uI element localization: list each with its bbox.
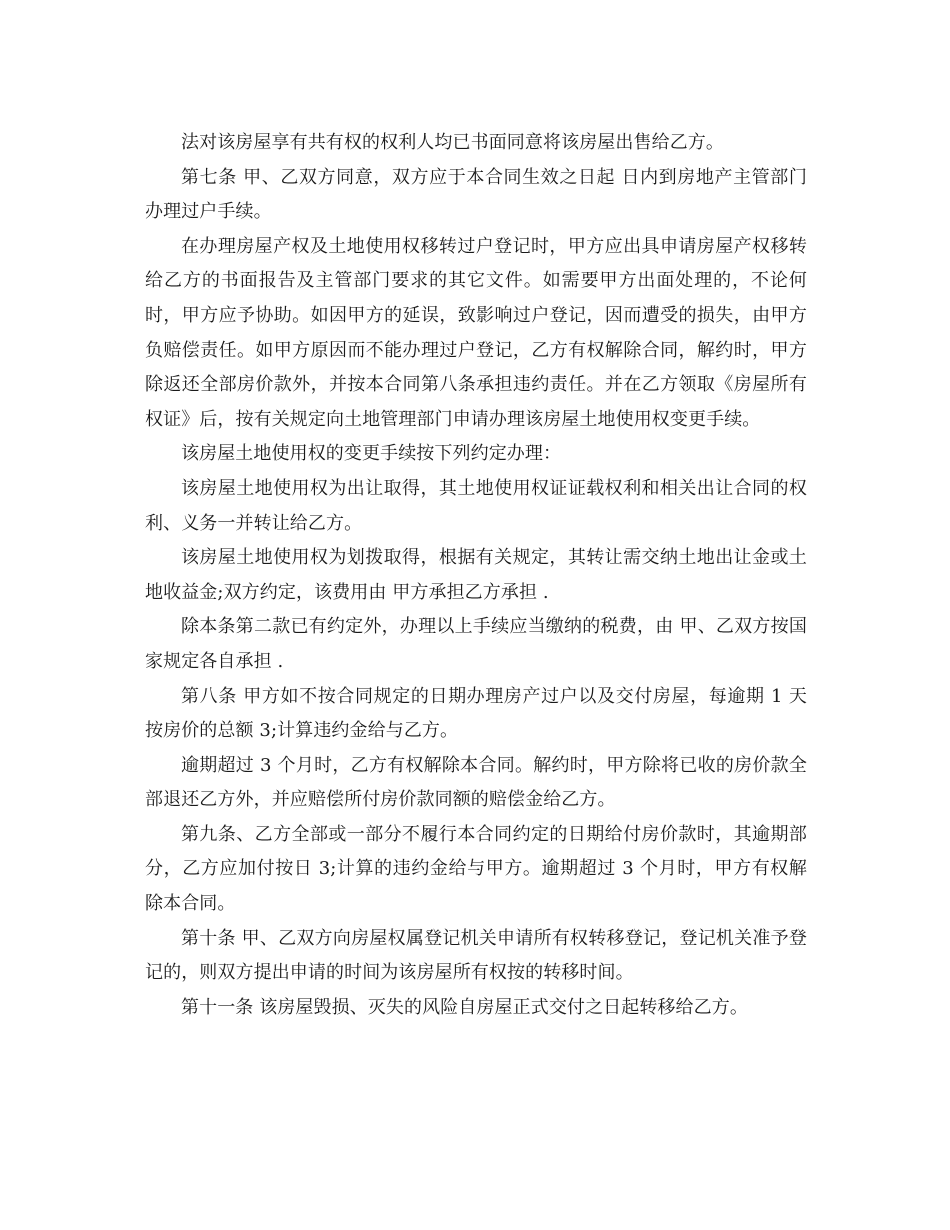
paragraph: 第八条 甲方如不按合同规定的日期办理房产过户以及交付房屋，每逾期 1 天按房价的总额 3;计算违约金给与乙方。 — [145, 685, 807, 742]
paragraph: 第十条 甲、乙双方向房屋权属登记机关申请所有权转移登记，登记机关准予登记的，则双方提出申请的时间为该房屋所有权按的转移时间。 — [145, 927, 807, 984]
paragraph: 在办理房屋产权及土地使用权移转过户登记时，甲方应出具申请房屋产权移转给乙方的书面报告及主管部门要求的其它文件。如需要甲方出面处理的，不论何时，甲方应予协助。如因甲方的延误，致影响过户登记，因而遭受的损失，由甲方负赔偿责任。如甲方原因而不能办理过户登记，乙方有权解除合同，解约时，甲方除返还全部房价款外，并按本合同第八条承担违约责任。并在乙方领取《房屋所有权证》后，按有关规定向土地管理部门申请办理该房屋土地使用权变更手续。 — [145, 235, 807, 430]
paragraph: 第七条 甲、乙双方同意，双方应于本合同生效之日起 日内到房地产主管部门办理过户手续。 — [145, 166, 807, 223]
paragraph: 该房屋土地使用权为划拨取得，根据有关规定，其转让需交纳土地出让金或土地收益金;双方约定，该费用由 甲方承担乙方承担 . — [145, 547, 807, 603]
paragraph: 第九条、乙方全部或一部分不履行本合同约定的日期给付房价款时，其逾期部分，乙方应加付按日 3;计算的违约金给与甲方。逾期超过 3 个月时，甲方有权解除本合同。 — [145, 823, 807, 915]
paragraph: 逾期超过 3 个月时，乙方有权解除本合同。解约时，甲方除将已收的房价款全部退还乙方外，并应赔偿所付房价款同额的赔偿金给乙方。 — [145, 754, 807, 811]
paragraph: 该房屋土地使用权的变更手续按下列约定办理： — [181, 443, 562, 465]
document-body — [145, 126, 807, 1025]
paragraph: 第十一条 该房屋毁损、灭失的风险自房屋正式交付之日起转移给乙方。 — [181, 996, 748, 1018]
paragraph: 法对该房屋享有共有权的权利人均已书面同意将该房屋出售给乙方。 — [181, 132, 724, 153]
paragraph: 除本条第二款已有约定外，办理以上手续应当缴纳的税费，由 甲、乙双方按国家规定各自承担 . — [145, 616, 807, 672]
paragraph: 该房屋土地使用权为出让取得，其土地使用权证证载权利和相关出让合同的权利、义务一并转让给乙方。 — [145, 477, 807, 534]
